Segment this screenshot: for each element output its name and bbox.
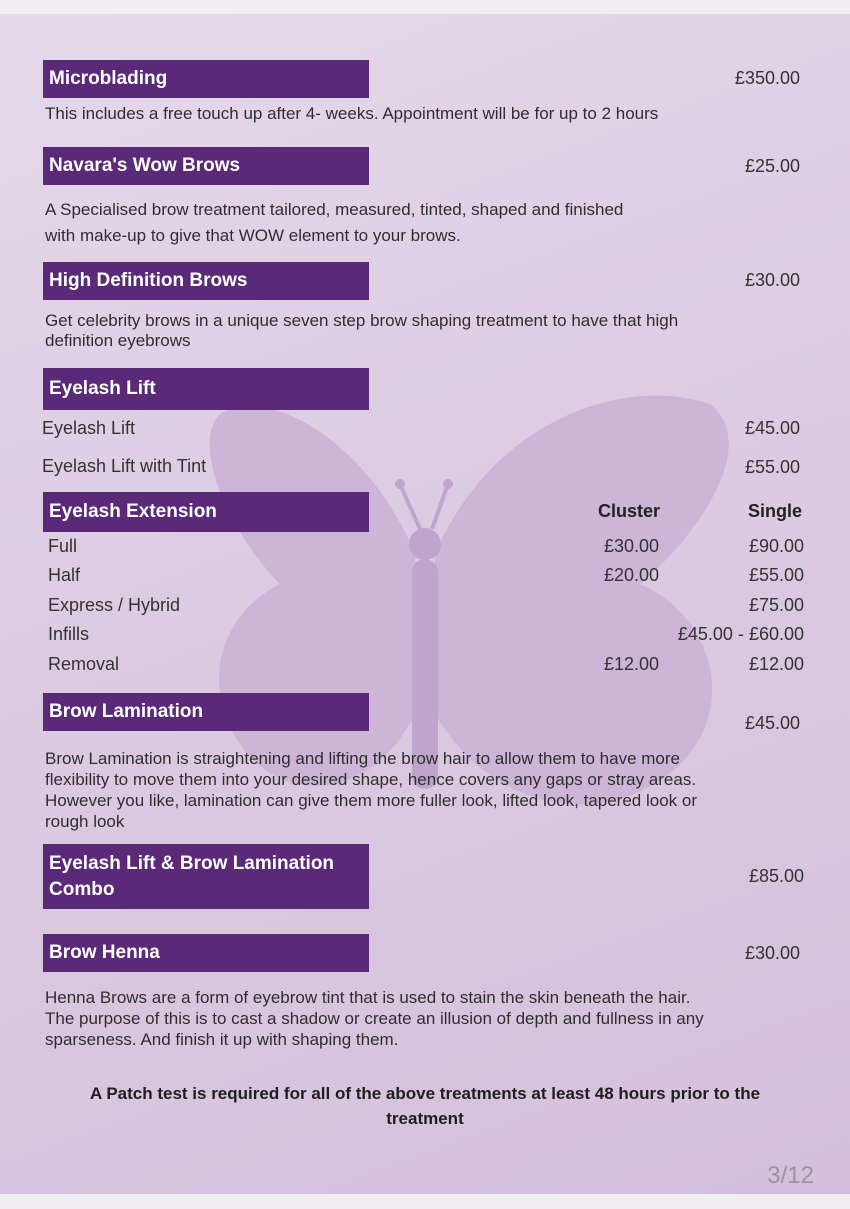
extension-row-label: Express / Hybrid	[48, 595, 181, 615]
wow-brows-header: Navara's Wow Brows	[43, 147, 369, 185]
single-column-header: Single	[747, 501, 802, 521]
microblading-header: Microblading	[43, 60, 369, 98]
patch-test-note-line1: A Patch test is required for all of the above treatments at least 48 hours prior to the	[89, 1084, 761, 1103]
extension-row-cluster: £12.00	[603, 654, 659, 674]
wow-brows-price: £25.00	[744, 156, 800, 176]
brow-lamination-description-line3: However you like, lamination can give them more fuller look, lifted look, tapered look or	[45, 791, 697, 810]
brow-henna-header: Brow Henna	[43, 934, 369, 972]
brow-lamination-description-line4: rough look	[45, 812, 125, 831]
eyelash-lift-tint-price: £55.00	[744, 457, 800, 477]
brow-lamination-header: Brow Lamination	[43, 693, 369, 731]
eyelash-extension-header: Eyelash Extension	[43, 492, 369, 532]
extension-row-single: £75.00	[748, 595, 804, 615]
brow-henna-description-line3: sparseness. And finish it up with shaping them.	[45, 1030, 399, 1049]
wow-brows-description-line2: with make-up to give that WOW element to your brows.	[45, 226, 461, 245]
combo-price: £85.00	[748, 866, 804, 886]
combo-header-line2: Combo	[49, 878, 115, 900]
extension-row-single: £90.00	[748, 536, 804, 556]
hd-brows-header: High Definition Brows	[43, 262, 369, 300]
page-indicator: 3/12	[767, 1162, 814, 1189]
brow-henna-description-line1: Henna Brows are a form of eyebrow tint that is used to stain the skin beneath the hair.	[45, 988, 691, 1007]
eyelash-lift-header: Eyelash Lift	[43, 368, 369, 410]
wow-brows-description-line1: A Specialised brow treatment tailored, measured, tinted, shaped and finished	[45, 200, 624, 219]
extension-row-label: Removal	[48, 654, 120, 674]
combo-header-line1: Eyelash Lift & Brow Lamination	[49, 852, 335, 874]
brow-henna-price: £30.00	[744, 943, 800, 963]
extension-row-cluster: £20.00	[603, 565, 659, 585]
extension-row-single: £55.00	[748, 565, 804, 585]
eyelash-lift-tint-label: Eyelash Lift with Tint	[42, 456, 207, 476]
extension-row-label: Full	[48, 536, 78, 556]
hd-brows-description-line2: definition eyebrows	[45, 331, 191, 350]
extension-row-cluster: £30.00	[603, 536, 659, 556]
brow-henna-description-line2: The purpose of this is to cast a shadow or create an illusion of depth and fullness in any	[45, 1009, 704, 1028]
hd-brows-description-line1: Get celebrity brows in a unique seven step brow shaping treatment to have that high	[45, 311, 679, 330]
brow-lamination-description-line2: flexibility to move them into your desired shape, hence covers any gaps or stray areas.	[45, 770, 697, 789]
patch-test-note-line2: treatment	[386, 1109, 464, 1128]
eyelash-lift-item-price: £45.00	[744, 418, 800, 438]
brow-lamination-price: £45.00	[744, 713, 800, 733]
microblading-price: £350.00	[734, 68, 800, 88]
combo-header	[43, 844, 369, 909]
extension-row-label: Half	[48, 565, 81, 585]
extension-row-label: Infills	[48, 624, 90, 644]
hd-brows-price: £30.00	[744, 270, 800, 290]
brow-lamination-description-line1: Brow Lamination is straightening and lifting the brow hair to allow them to have more	[45, 749, 681, 768]
cluster-column-header: Cluster	[598, 501, 661, 521]
extension-row-single: £12.00	[748, 654, 804, 674]
extension-row-single: £45.00 - £60.00	[677, 624, 804, 644]
eyelash-lift-item-label: Eyelash Lift	[42, 418, 136, 438]
microblading-description: This includes a free touch up after 4- weeks. Appointment will be for up to 2 hours	[45, 104, 659, 123]
price-list-page	[0, 14, 850, 1194]
